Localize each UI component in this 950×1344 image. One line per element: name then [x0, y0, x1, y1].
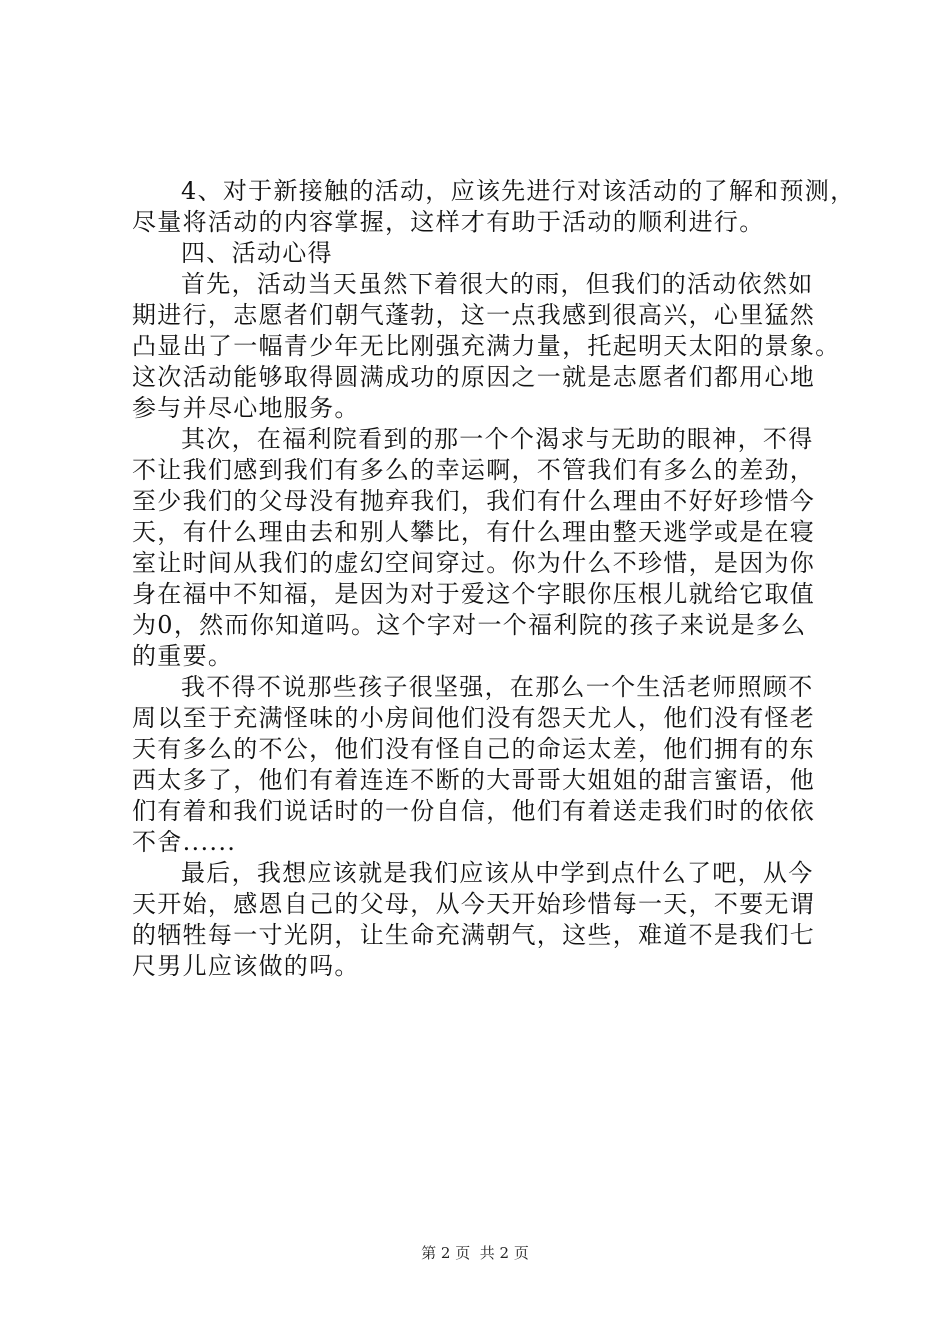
- text-line: 首先，活动当天虽然下着很大的雨，但我们的活动依然如: [181, 270, 814, 298]
- text-line: 西太多了，他们有着连连不断的大哥哥大姐姐的甜言蜜语，他: [132, 766, 816, 794]
- text-line: 尺男儿应该做的吗。: [132, 952, 360, 980]
- text-line: 我不得不说那些孩子很坚强，在那么一个生活老师照顾不: [181, 673, 814, 701]
- text-line: 至少我们的父母没有抛弃我们，我们有什么理由不好好珍惜今: [132, 487, 816, 515]
- section-heading: 四、活动心得: [181, 239, 333, 267]
- page-number-footer: 第 2 页 共 2 页: [421, 1244, 529, 1262]
- text-line: 其次，在福利院看到的那一个个渴求与无助的眼神，不得: [181, 425, 814, 453]
- text-line: 的重要。: [132, 642, 234, 670]
- text-line: 身在福中不知福，是因为对于爱这个字眼你压根儿就给它取值: [132, 580, 816, 608]
- text-line: 期进行，志愿者们朝气蓬勃，这一点我感到很高兴，心里猛然: [132, 301, 816, 329]
- text-line: 天有多么的不公，他们没有怪自己的命运太差，他们拥有的东: [132, 735, 816, 763]
- text-line: 凸显出了一幅青少年无比刚强充满力量，托起明天太阳的景象。: [132, 332, 841, 360]
- text-line: 不让我们感到我们有多么的幸运啊，不管我们有多么的差劲，: [132, 456, 816, 484]
- text-line: 最后，我想应该就是我们应该从中学到点什么了吧，从今: [181, 859, 814, 887]
- text-line: 参与并尽心地服务。: [132, 394, 360, 422]
- text-line: 们有着和我们说话时的一份自信，他们有着送走我们时的依依: [132, 797, 816, 825]
- text-line: 天，有什么理由去和别人攀比，有什么理由整天逃学或是在寝: [132, 518, 816, 546]
- text-line: 天开始，感恩自己的父母，从今天开始珍惜每一天，不要无谓: [132, 890, 816, 918]
- text-line: 室让时间从我们的虚幻空间穿过。你为什么不珍惜，是因为你: [132, 549, 816, 577]
- document-body: [132, 176, 856, 982]
- text-line: 周以至于充满怪味的小房间他们没有怨天尤人，他们没有怪老: [132, 704, 816, 732]
- text-line: 的牺牲每一寸光阴，让生命充满朝气，这些，难道不是我们七: [132, 921, 816, 949]
- text-line: 为0，然而你知道吗。这个字对一个福利院的孩子来说是多么: [132, 611, 807, 639]
- text-line: 尽量将活动的内容掌握，这样才有助于活动的顺利进行。: [132, 208, 765, 236]
- text-line: 不舍......: [132, 828, 237, 856]
- text-line: 4、对于新接触的活动，应该先进行对该活动的了解和预测，: [181, 177, 856, 205]
- text-line: 这次活动能够取得圆满成功的原因之一就是志愿者们都用心地: [132, 363, 816, 391]
